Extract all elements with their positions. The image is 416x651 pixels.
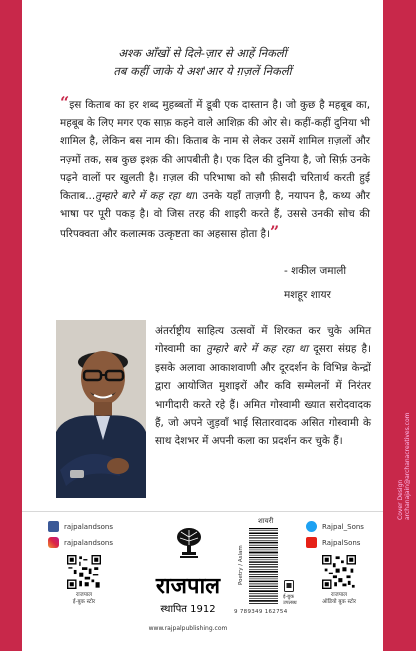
youtube-label: RajpalSons — [322, 538, 361, 547]
publisher-url[interactable]: www.rajpalpublishing.com — [148, 625, 228, 632]
facebook-label: rajpalandsons — [64, 522, 113, 531]
bio-book-title: तुम्हारे बारे में कह रहा था — [206, 343, 309, 356]
couplet-line-1: अश्क आँखों से दिले-ज़ार से आहें निकलीं — [118, 46, 287, 60]
publisher-name: राजपाल — [155, 574, 221, 599]
youtube-handle[interactable] — [306, 537, 360, 548]
quote-attribution-role: मशहूर शायर — [284, 289, 331, 301]
instagram-handle[interactable] — [48, 537, 113, 548]
youtube-icon — [306, 537, 317, 548]
author-bio — [155, 322, 371, 451]
genre-label: शायरी — [258, 517, 274, 525]
quote-text-part1: इस किताब का हर शब्द मुहब्बतों में डूबी एक दास्तान है। जो कुछ है महबूब का, महबूब के लिए मगर एक साफ़ कहने वाले आशिक़ की ओर से। कहीं-कहीं दुनिया भी शामिल है, लेकिन बस नाम की। किताब के नाम से लेकर उसमें शामिल ग़ज़लों और नज़्मों तक, सब कुछ इश्क़ की आपबीती है। एक दिल की दुनिया है, जो सिर्फ़ उनके पढ़ने वालों पर खुलती है। ग़ज़ल की परिभाषा को सौ फ़ीसदी चरितार्थ करती हुई किताब... — [60, 99, 370, 203]
facebook-handle[interactable] — [48, 521, 113, 532]
bio-text-part1: अंतर्राष्ट्रीय साहित्य उत्सवों में शिरकत कर चुके अमित गोस्वामी का — [155, 325, 371, 356]
couplet-line-2: तब कहीं जाके ये अश'आर ये ग़ज़लें निकलीं — [113, 64, 292, 78]
open-quote-icon: “ — [60, 93, 70, 112]
right-accent-bar — [383, 0, 416, 651]
ebook-available-label: ई-बुक उपलब्ध — [283, 594, 297, 606]
twitter-handle[interactable] — [306, 521, 364, 532]
facebook-icon — [48, 521, 59, 532]
author-photo — [56, 320, 146, 498]
quote-text-part2: । उनके यहाँ ताज़गी है, नयापन है, कथ्य और भाषा पर पूरी पकड़ है। वो जिस तरह की शाइरी करते हैं, उससे उनकी सोच की परिपक्वता और कलात्मक उत्कृष्टता का अहसास होता है। — [60, 190, 370, 241]
quote-attribution-name: - शकील जमाली — [284, 265, 347, 277]
twitter-label: Rajpal_Sons — [322, 522, 364, 531]
cover-design-label: Cover Design — [397, 479, 404, 520]
close-quote-icon: ” — [269, 222, 280, 242]
ebook-available-icon — [284, 580, 294, 592]
isbn-barcode — [248, 528, 278, 606]
audiobook-store-caption: राजपाल ऑडियो बुक स्टोर — [321, 592, 357, 605]
audiobook-store-qr-icon[interactable] — [322, 555, 356, 589]
instagram-label: rajpalandsons — [64, 538, 113, 547]
ebook-store-qr-icon[interactable] — [67, 555, 101, 589]
twitter-icon — [306, 521, 317, 532]
footer-divider — [22, 511, 383, 512]
cover-design-email: archanajain@archanacreatives.com — [404, 412, 411, 520]
cover-design-credit — [397, 413, 411, 520]
bio-text-part2: दूसरा संग्रह है। इसके अलावा आकाशवाणी और दूरदर्शन के विभिन्न केन्द्रों द्वारा आयोजित मुशाइरों और कवि सम्मेलनों में निरंतर भागीदारी करते रहे हैं। अमित गोस्वामी ख्यात सरोदवादक हैं, जो अपने जुड़वाँ भाई सितारवादक असित गोस्वामी के साथ देशभर में अपनी कला का प्रदर्शन कर चुके हैं। — [155, 343, 372, 448]
left-accent-bar — [0, 0, 22, 651]
instagram-icon — [48, 537, 59, 548]
ebook-store-caption: राजपाल ई-बुक स्टोर — [72, 592, 96, 605]
publisher-tree-logo-icon — [175, 527, 203, 559]
quote-book-title: तुम्हारे बारे में कह रहा था — [95, 190, 195, 203]
publisher-established: स्थापित 1912 — [160, 604, 216, 615]
category-label: Poetry / Aslam — [238, 545, 244, 585]
isbn-number: 9 789349 162754 — [234, 609, 288, 615]
review-quote — [60, 94, 370, 244]
